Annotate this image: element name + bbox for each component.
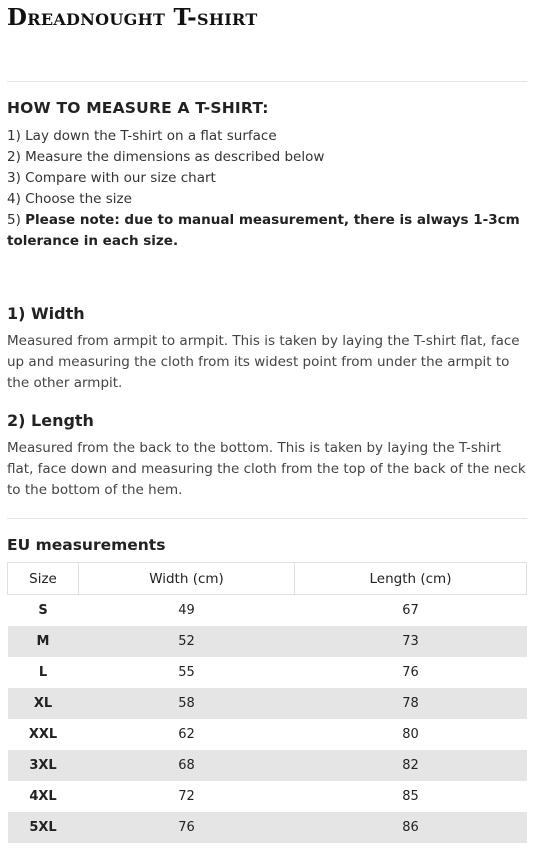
- width-cell: 62: [178, 727, 195, 742]
- size-cell: XL: [8, 688, 79, 719]
- length-cell: 86: [295, 812, 527, 843]
- tolerance-note: Please note: due to manual measurement, there is always 1-3cm tolerance in each size.: [7, 212, 520, 249]
- size-cell: 3XL: [8, 750, 79, 781]
- length-cell: 76: [402, 665, 419, 680]
- length-section: [7, 410, 527, 501]
- eu-measurements-section: [7, 535, 527, 843]
- table-row: [8, 688, 527, 719]
- product-title: Dreadnought T-shirt: [7, 4, 258, 31]
- length-description: Measured from the back to the bottom. This is taken by laying the T-shirt flat, face down and measuring the cloth from the top of the back of the neck to the bottom of the hem.: [7, 440, 526, 498]
- step-item: 3) Compare with our size chart: [7, 170, 216, 186]
- width-cell: 76: [79, 812, 295, 843]
- table-row: [8, 657, 527, 688]
- steps-list: [7, 126, 527, 252]
- width-heading: 1) Width: [7, 304, 85, 323]
- size-cell: 5XL: [8, 812, 79, 843]
- length-heading: 2) Length: [7, 411, 94, 430]
- step-item: 4) Choose the size: [7, 191, 132, 207]
- table-row: [8, 719, 527, 750]
- table-row: [8, 750, 527, 781]
- width-description: Measured from armpit to armpit. This is taken by laying the T-shirt flat, face up and measuring the cloth from its widest point from under the armpit to the other armpit.: [7, 333, 520, 391]
- column-header-size: Size: [8, 563, 79, 595]
- table-row: [8, 626, 527, 657]
- divider: [7, 81, 527, 82]
- column-header-width: Width (cm): [79, 563, 295, 595]
- table-header-row: [8, 563, 527, 595]
- size-cell: L: [38, 665, 48, 680]
- size-cell: M: [8, 626, 79, 657]
- size-cell: XXL: [28, 727, 58, 742]
- divider: [7, 518, 527, 519]
- column-header-length: Length (cm): [295, 563, 527, 595]
- length-cell: 80: [402, 727, 419, 742]
- length-cell: 67: [402, 603, 419, 618]
- table-row: [8, 781, 527, 812]
- table-row: [8, 595, 527, 627]
- how-to-heading: HOW TO MEASURE A T-SHIRT:: [7, 99, 269, 117]
- size-cell: S: [38, 603, 48, 618]
- size-chart-table: [7, 562, 527, 843]
- eu-heading: EU measurements: [7, 536, 166, 554]
- length-cell: 85: [402, 789, 419, 804]
- length-cell: 78: [295, 688, 527, 719]
- length-cell: 82: [295, 750, 527, 781]
- step-item-note: [7, 210, 527, 252]
- width-cell: 52: [79, 626, 295, 657]
- how-to-measure-section: [7, 98, 527, 252]
- size-cell: 4XL: [29, 789, 57, 804]
- width-cell: 58: [79, 688, 295, 719]
- table-row: [8, 812, 527, 843]
- width-cell: 55: [178, 665, 195, 680]
- width-cell: 49: [178, 603, 195, 618]
- width-cell: 72: [178, 789, 195, 804]
- width-section: [7, 303, 527, 394]
- step-item: 2) Measure the dimensions as described below: [7, 149, 325, 165]
- width-cell: 68: [79, 750, 295, 781]
- step-item: 1) Lay down the T-shirt on a flat surface: [7, 128, 277, 144]
- length-cell: 73: [295, 626, 527, 657]
- note-prefix: 5): [7, 212, 26, 228]
